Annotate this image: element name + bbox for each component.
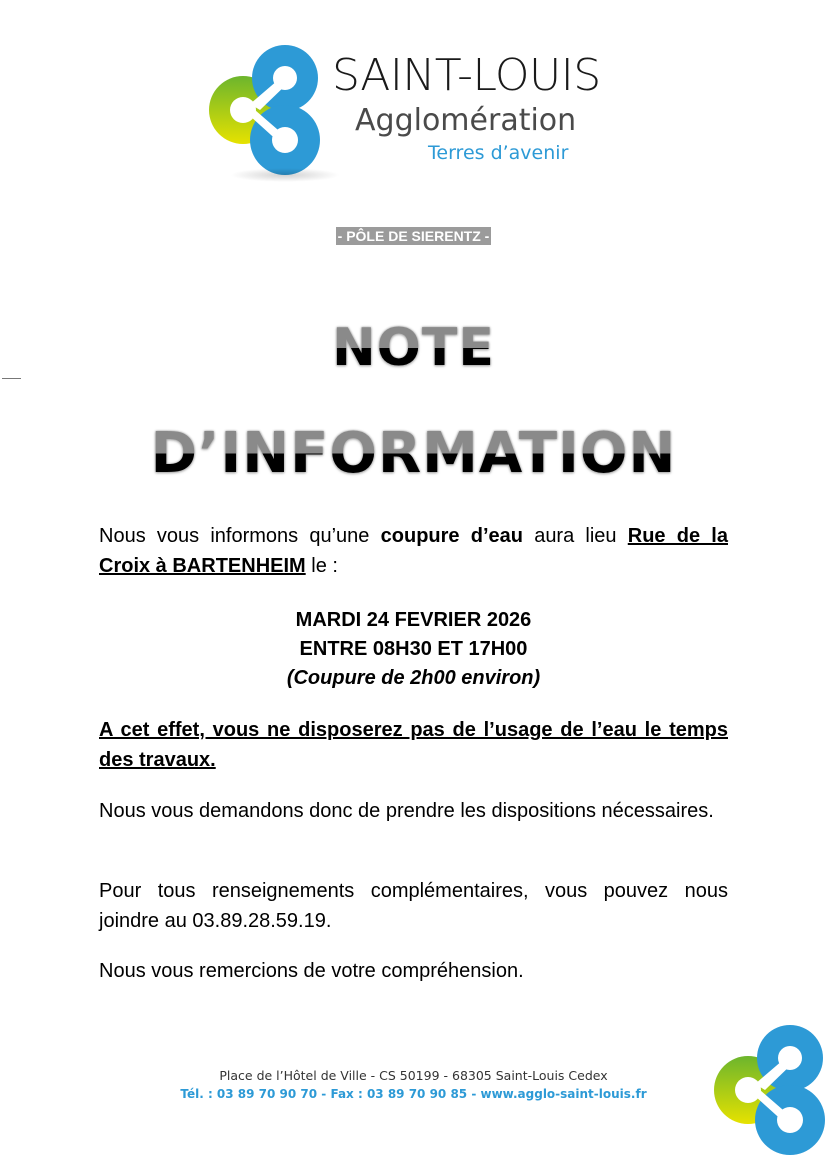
schedule-block	[0, 606, 827, 693]
logo-title: SAINT-LOUIS	[332, 50, 601, 101]
intro-paragraph	[99, 521, 728, 581]
corner-logo-mark-icon	[705, 1020, 827, 1160]
title-line-1: NOTE	[332, 318, 495, 378]
title-line-2-wrap	[0, 420, 827, 485]
schedule-date: MARDI 24 FEVRIER 2026	[295, 609, 532, 631]
intro-location: Rue de la Croix à BARTENHEIM	[99, 525, 728, 577]
schedule-duration: (Coupure de 2h00 environ)	[286, 667, 541, 689]
intro-water-cut: coupure d’eau	[380, 525, 523, 547]
pole-label-text: - PÔLE DE SIERENTZ -	[337, 228, 490, 244]
arrangements-paragraph: Nous vous demandons donc de prendre les dispositions nécessaires.	[99, 800, 714, 822]
footer-address: Place de l’Hôtel de Ville - CS 50199 - 68305 Saint-Louis Cedex	[219, 1068, 608, 1083]
footer	[0, 1067, 827, 1103]
logo-tagline: Terres d’avenir	[428, 142, 569, 164]
schedule-time: ENTRE 08H30 ET 17H00	[299, 638, 528, 660]
footer-contact: Tél. : 03 89 70 90 70 - Fax : 03 89 70 90 85 - www.agglo-saint-louis.fr	[180, 1087, 647, 1101]
logo-subtitle: Agglomération	[355, 103, 577, 138]
thanks-paragraph: Nous vous remercions de votre compréhension.	[99, 960, 524, 982]
pole-label	[0, 228, 827, 246]
intro-text-3: le :	[305, 555, 338, 577]
logo-mark-icon	[200, 40, 325, 180]
title-line-1-wrap	[0, 318, 827, 378]
contact-paragraph: Pour tous renseignements complémentaires, vous pouvez nous joindre au 03.89.28.59.19.	[99, 880, 728, 932]
logo-shadow	[230, 168, 340, 182]
title-line-2: D’INFORMATION	[150, 421, 677, 486]
margin-mark	[2, 378, 21, 379]
saint-louis-logo	[200, 40, 640, 190]
intro-text-2: aura lieu	[522, 525, 628, 547]
intro-text-1: Nous vous informons qu’une	[99, 525, 381, 547]
warning-paragraph: A cet effet, vous ne disposerez pas de l’usage de l’eau le temps des travaux.	[99, 719, 728, 771]
